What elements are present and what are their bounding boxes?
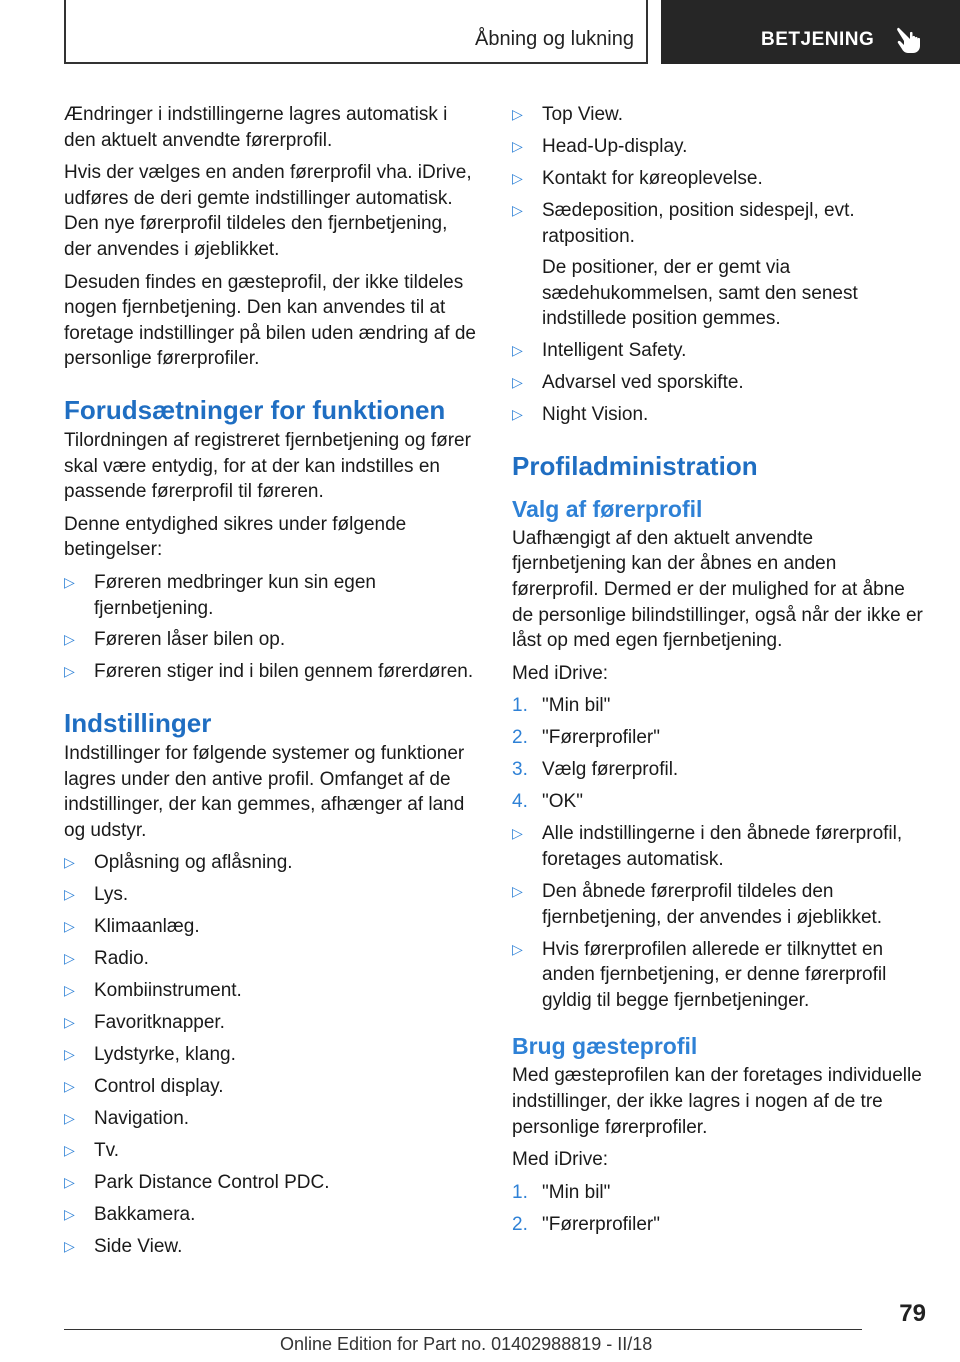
- paragraph: Med gæsteprofilen kan der foretages individuelle indstillinger, der ikke lagres i nogen af de tre personlige førerprofiler.: [512, 1065, 922, 1138]
- running-header-box: [64, 0, 648, 64]
- triangle-bullet-icon: ▷: [64, 631, 75, 648]
- list-item: ▷ Top View.: [512, 102, 926, 128]
- triangle-bullet-icon: ▷: [64, 982, 75, 999]
- paragraph: Tilordningen af registreret fjernbetjening og fører skal være entydig, for at der kan indstilles en passende førerprofil til føreren.: [64, 429, 471, 503]
- paragraph: Hvis der vælges en anden førerprofil vha. iDrive, udføres de deri gemte indstillinger automatisk. Den nye førerprofil tildeles den fjernbetjening, der anvendes i øjeblikket.: [64, 162, 472, 260]
- edition-footer: Online Edition for Part no. 01402988819 - II/18: [280, 1334, 653, 1354]
- list-item: ▷ Favoritknapper.: [64, 1010, 480, 1036]
- list-item: ▷ Hvis førerprofilen allerede er tilknyttet en anden fjernbetjening, er denne førerprofil gyldig til begge fjernbetjeninger.: [512, 938, 887, 1011]
- triangle-bullet-icon: ▷: [64, 1046, 75, 1063]
- triangle-bullet-icon: ▷: [512, 406, 523, 423]
- list-item: 4. "OK": [512, 789, 926, 815]
- paragraph: Uafhængigt af den aktuelt anvendte fjernbetjening kan der åbnes en anden førerprofil. Dermed er der mulighed for at åbne de personlige bilindstillinger, også når der ikke er låst op med egen fjernbetjening.: [512, 527, 923, 652]
- triangle-bullet-icon: ▷: [64, 854, 75, 871]
- list-item: ▷ Den åbnede førerprofil tildeles den fjernbetjening, der anvendes i øjeblikket.: [512, 880, 883, 928]
- list-item: ▷ Sædeposition, position sidespejl, evt. ratposition. De positioner, der er gemt via sædehukommelsen, samt den senest indstillede position gemmes.: [512, 198, 926, 332]
- heading-forudsaetninger: Forudsætninger for funktionen: [64, 394, 446, 425]
- triangle-bullet-icon: ▷: [64, 663, 75, 680]
- list-item: 1. "Min bil": [512, 693, 926, 719]
- list-item: ▷ Kombiinstrument.: [64, 978, 480, 1004]
- triangle-bullet-icon: ▷: [64, 918, 75, 935]
- list-item: ▷ Oplåsning og aflåsning.: [64, 850, 480, 876]
- paragraph: Denne entydighed sikres under følgende betingelser:: [64, 513, 407, 561]
- list-item: ▷ Føreren medbringer kun sin egen fjernbetjening.: [64, 571, 376, 619]
- list-item: ▷ Side View.: [64, 1234, 480, 1260]
- triangle-bullet-icon: ▷: [64, 950, 75, 967]
- triangle-bullet-icon: ▷: [512, 940, 523, 957]
- triangle-bullet-icon: ▷: [512, 106, 523, 122]
- list-item: 2. "Førerprofiler": [512, 725, 926, 751]
- step-number: 2.: [512, 1213, 528, 1235]
- list-item: ▷ Bakkamera.: [64, 1202, 480, 1228]
- triangle-bullet-icon: ▷: [64, 1238, 75, 1255]
- list-item: 1. "Min bil": [512, 1180, 926, 1206]
- notes-list: [512, 821, 926, 1013]
- triangle-bullet-icon: ▷: [64, 1014, 75, 1031]
- step-number: 4.: [512, 791, 528, 813]
- triangle-bullet-icon: ▷: [64, 573, 75, 590]
- steps-list: [512, 693, 926, 815]
- list-item: ▷ Park Distance Control PDC.: [64, 1170, 480, 1196]
- triangle-bullet-icon: ▷: [512, 137, 523, 154]
- step-number: 3.: [512, 759, 528, 781]
- heading-profiladministration: Profiladministration: [512, 450, 758, 481]
- step-number: 2.: [512, 727, 528, 749]
- paragraph: Desuden findes en gæsteprofil, der ikke tildeles nogen fjernbetjening. Den kan anvendes til at foretage indstillinger på bilen uden ændring af de personlige førerprofiler.: [64, 271, 476, 370]
- triangle-bullet-icon: ▷: [64, 1206, 75, 1223]
- triangle-bullet-icon: ▷: [64, 1078, 75, 1095]
- seat-note: De positioner, der er gemt via sædehukommelsen, samt den senest indstillede position gemmes.: [542, 257, 858, 330]
- triangle-bullet-icon: ▷: [512, 825, 523, 842]
- triangle-bullet-icon: ▷: [512, 882, 523, 899]
- triangle-bullet-icon: ▷: [512, 169, 523, 186]
- triangle-bullet-icon: ▷: [64, 1142, 75, 1159]
- right-column: [512, 102, 926, 1244]
- heading-indstillinger: Indstillinger: [64, 708, 212, 739]
- list-item: ▷ Night Vision.: [512, 402, 926, 428]
- settings-list: [64, 850, 480, 1259]
- list-item: 3. Vælg førerprofil.: [512, 757, 926, 783]
- triangle-bullet-icon: ▷: [64, 886, 75, 903]
- heading-valg-af-forerprofil: Valg af førerprofil: [512, 495, 703, 522]
- heading-brug-gaesteprofil: Brug gæsteprofil: [512, 1033, 698, 1060]
- triangle-bullet-icon: ▷: [512, 201, 523, 218]
- list-item: ▷ Lydstyrke, klang.: [64, 1042, 480, 1068]
- list-item: ▷ Lys.: [64, 882, 480, 908]
- list-item: ▷ Advarsel ved sporskifte.: [512, 370, 926, 396]
- paragraph: Indstillinger for følgende systemer og funktioner lagres under den antive profil. Omfanget af de indstillinger, der kan gemmes, afhænger af land og udstyr.: [64, 743, 465, 841]
- list-item: ▷ Føreren låser bilen op.: [64, 627, 480, 653]
- step-number: 1.: [512, 1181, 528, 1203]
- list-item: ▷ Føreren stiger ind i bilen gennem førerdøren.: [64, 659, 480, 685]
- list-item: 2. "Førerprofiler": [512, 1212, 926, 1238]
- triangle-bullet-icon: ▷: [512, 342, 523, 359]
- section-title: Åbning og lukning: [474, 28, 634, 50]
- list-item: ▷ Alle indstillingerne i den åbnede førerprofil, foretages automatisk.: [512, 823, 903, 870]
- list-item: ▷ Head-Up-display.: [512, 134, 926, 160]
- list-item: ▷ Tv.: [64, 1138, 480, 1164]
- conditions-list: [64, 570, 480, 685]
- list-item: ▷ Kontakt for køreoplevelse.: [512, 166, 926, 192]
- paragraph: Ændringer i indstillingerne lagres automatisk i den aktuelt anvendte førerprofil.: [64, 104, 448, 151]
- paragraph: Med iDrive:: [512, 1149, 609, 1171]
- steps-list: [512, 1180, 926, 1238]
- triangle-bullet-icon: ▷: [64, 1174, 75, 1191]
- triangle-bullet-icon: ▷: [512, 374, 523, 391]
- list-item: ▷ Navigation.: [64, 1106, 480, 1132]
- triangle-bullet-icon: ▷: [64, 1110, 75, 1127]
- left-column: [64, 102, 480, 1266]
- settings-list-continued: [512, 102, 926, 428]
- step-number: 1.: [512, 695, 528, 717]
- paragraph: Med iDrive:: [512, 662, 609, 684]
- hand-pointer-icon: [896, 24, 922, 54]
- list-item: ▷ Radio.: [64, 946, 480, 972]
- list-item: ▷ Control display.: [64, 1074, 480, 1100]
- page-number: 79: [899, 1300, 926, 1327]
- footer-divider: [64, 1329, 862, 1330]
- list-item: ▷ Klimaanlæg.: [64, 914, 480, 940]
- chapter-title: BETJENING: [761, 29, 875, 50]
- list-item: ▷ Intelligent Safety.: [512, 338, 926, 364]
